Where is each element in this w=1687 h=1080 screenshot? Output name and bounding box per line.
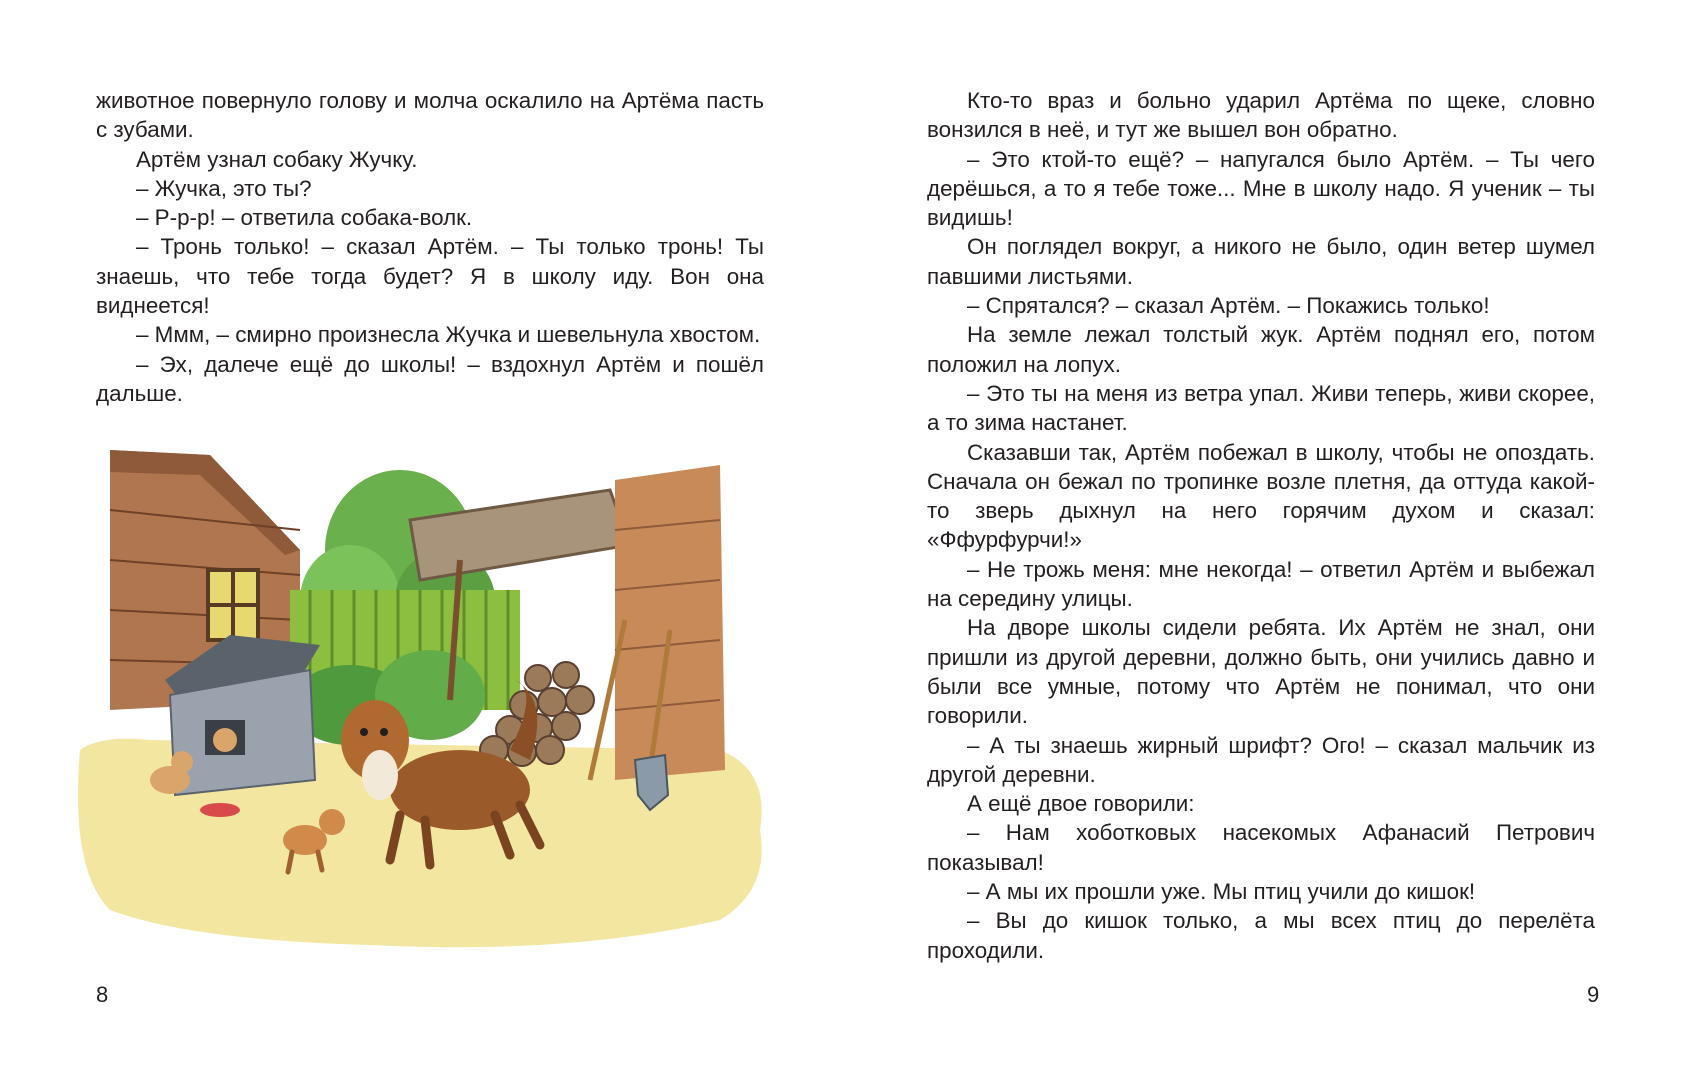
paragraph: – А ты знаешь жирный шрифт? Ого! – сказал мальчик из другой деревни. (927, 732, 1595, 787)
paragraph: – Ммм, – смирно произнесла Жучка и шевельнула хвостом. (136, 322, 761, 348)
paragraph: А ещё двое говорили: (967, 791, 1195, 817)
paragraph: Он поглядел вокруг, а никого не было, один ветер шумел павшими листьями. (927, 234, 1595, 289)
paragraph: Кто-то враз и больно ударил Артёма по щеке, словно вонзился в неё, и тут же вышел вон обратно. (927, 88, 1595, 143)
paragraph: Сказавши так, Артём побежал в школу, чтобы не опоздать. Сначала он бежал по тропинке возле плетня, да оттуда какой-то зверь дыхнул на него горячим духом и сказал: «Ффурфурчи!» (927, 439, 1595, 553)
page-number: 9 (1587, 982, 1600, 1007)
farmyard-dogs-illustration (70, 450, 792, 960)
paragraph: – Эх, далече ещё до школы! – вздохнул Артём и пошёл дальше. (96, 351, 764, 406)
page-number: 8 (96, 982, 109, 1007)
paragraph: – А мы их прошли уже. Мы птиц учили до кишок! (967, 879, 1476, 905)
paragraph: – Спрятался? – сказал Артём. – Покажись только! (967, 293, 1490, 319)
left-page (0, 0, 843, 1080)
right-page (843, 0, 1687, 1080)
paragraph: – Это ты на меня из ветра упал. Живи теперь, живи скорее, а то зима настанет. (927, 380, 1595, 436)
paragraph: – Тронь только! – сказал Артём. – Ты только тронь! Ты знаешь, что тебе тогда будет? Я в школу иду. Вон она виднеется! (96, 234, 764, 319)
paragraph: животное повернуло голову и молча оскалило на Артёма пасть с зубами. (96, 88, 764, 143)
paragraph: – Это ктой-то ещё? – напугался было Артём. – Ты чего дерёшься, а то я тебе тоже... Мне в школу надо. Я ученик – ты видишь! (927, 146, 1595, 231)
left-page-text (96, 86, 764, 408)
paragraph: На земле лежал толстый жук. Артём поднял его, потом положил на лопух. (927, 322, 1595, 377)
paragraph: – Р-р-р! – ответила собака-волк. (136, 205, 473, 231)
right-page-text (927, 86, 1595, 965)
paragraph: – Вы до кишок только, а мы всех птиц до перелёта проходили. (927, 908, 1595, 963)
paragraph: – Жучка, это ты? (136, 175, 312, 201)
paragraph: Артём узнал собаку Жучку. (136, 146, 418, 172)
paragraph: На дворе школы сидели ребята. Их Артём не знал, они пришли из другой деревни, должно быть, они учились давно и были все умные, потому что Артём не понимал, что они говорили. (927, 615, 1595, 729)
paragraph: – Не трожь меня: мне некогда! – ответил Артём и выбежал на середину улицы. (927, 556, 1595, 612)
paragraph: – Нам хоботковых насекомых Афанасий Петрович показывал! (927, 820, 1595, 875)
